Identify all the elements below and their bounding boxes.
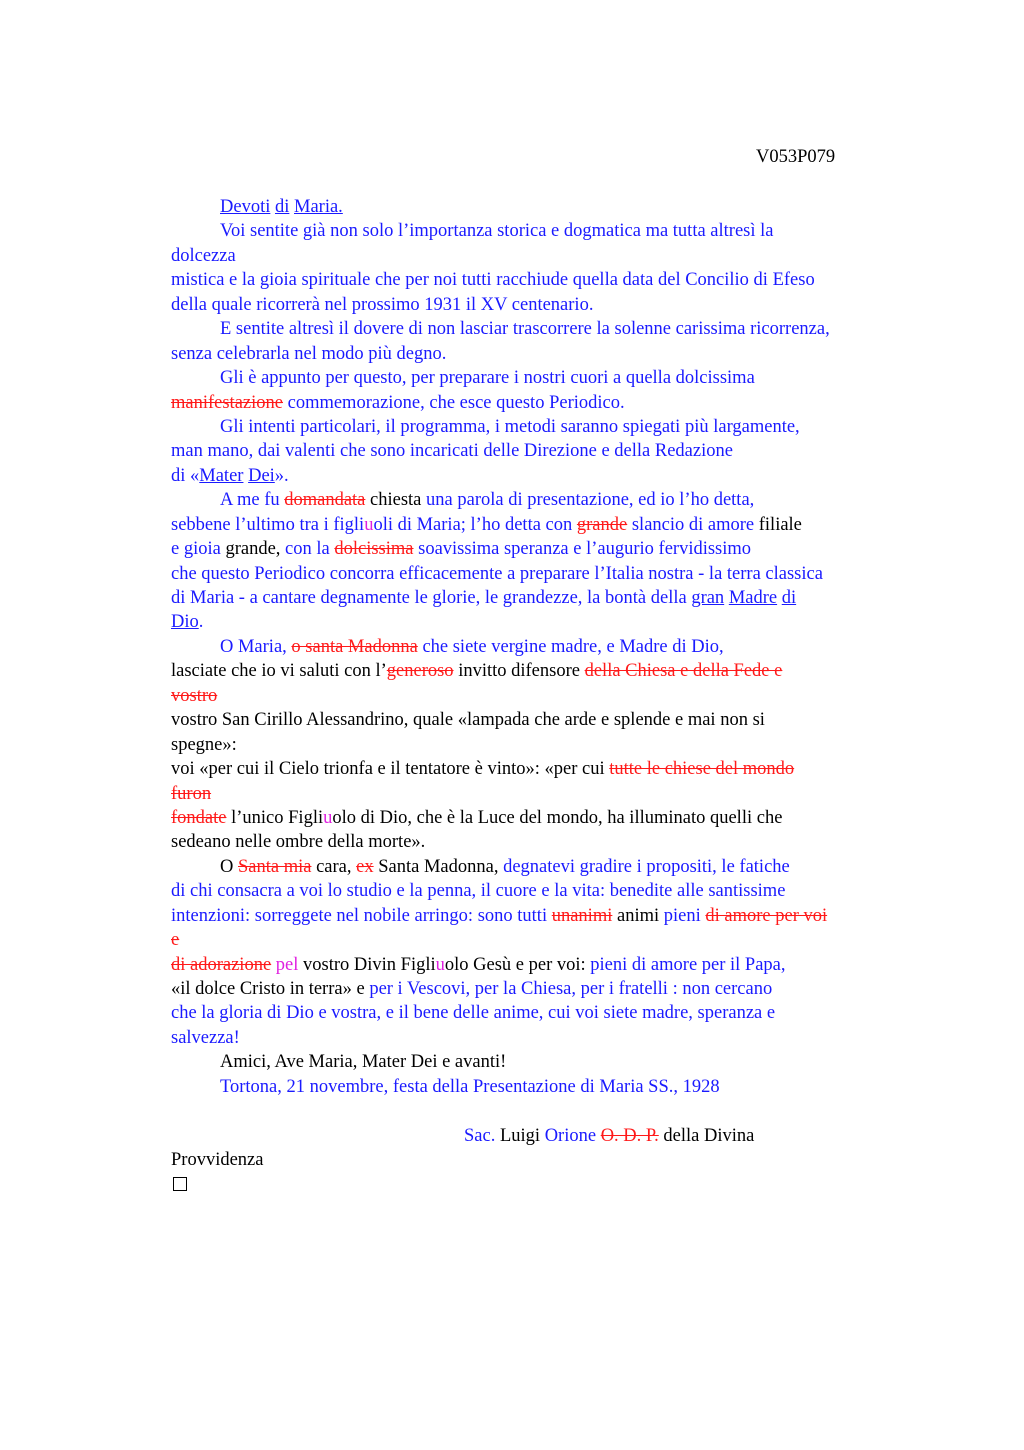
deleted-text: domandata [284,490,366,511]
deleted-text: di amore per voi [705,905,828,926]
p3-line: Gli è appunto per questo, per preparare i nostri cuori a quella dolcissima [220,368,755,389]
deleted-text: tutte le chiese del mondo [609,759,795,780]
p7-line: di adorazione pel vostro Divin Figliuolo Gesù e per voi: pieni di amore per il Papa, [171,954,786,975]
end-marker [171,1173,911,1197]
p6-line: spegne»: [171,734,237,755]
deleted-text: Santa mia [238,856,312,877]
p6-line [171,684,911,708]
p6-line: fondate l’unico Figliuolo di Dio, che è la Luce del mondo, ha illuminato quelli che [171,807,783,828]
p1-line: Voi sentite già non solo l’importanza storica e dogmatica ma tutta altresì la [220,221,774,242]
p4-line: man mano, dai valenti che sono incaricati delle Direzione e della Redazione [171,441,733,462]
deleted-text: fondate [171,807,227,828]
deleted-text: generoso [386,661,454,682]
deleted-text: furon [171,783,212,804]
p1-line: dolcezza [171,245,236,266]
p6-line [171,782,911,806]
deleted-text: della Chiesa e della Fede e [584,661,783,682]
deleted-text: ex [356,856,374,877]
p7-line: che la gloria di Dio e vostra, e il bene delle anime, cui voi siete madre, speranza e [171,1003,776,1024]
p3-line: manifestazione commemorazione, che esce questo Periodico. [171,392,625,413]
checkbox-square-icon [173,1177,187,1191]
p1-line: mistica e la gioia spirituale che per noi tutti racchiude quella data del Concilio di Efeso [171,270,815,291]
deleted-text: dolcissima [334,539,414,560]
p5-line: sebbene l’ultimo tra i figliuoli di Maria; l’ho detta con grande slancio di amore filiale [171,514,802,535]
p5-line: A me fu domandata chiesta una parola di presentazione, ed io l’ho detta, [220,490,755,511]
signature-line-2: Provvidenza [171,1150,264,1171]
p5-line: Dio. [171,612,204,633]
p6-line: sedeano nelle ombre della morte». [171,832,426,853]
p4-line: di «Mater Dei». [171,465,289,486]
p1-line: della quale ricorrerà nel prossimo 1931 il XV centenario. [171,294,594,315]
deleted-text: di adorazione [171,954,272,975]
place-date: Tortona, 21 novembre, festa della Presentazione di Maria SS., 1928 [220,1076,720,1097]
deleted-text: O. D. P. [600,1125,659,1146]
spacer [171,1099,911,1123]
deleted-text: grande [576,514,628,535]
p7-line: salvezza! [171,1027,240,1048]
deleted-text: o santa Madonna [291,636,418,657]
page-id: V053P079 [756,147,836,167]
p7-line: di chi consacra a voi lo studio e la penna, il cuore e la vita: benedite alle santissime [171,881,786,902]
p7-line: «il dolce Cristo in terra» e per i Vescovi, per la Chiesa, per i fratelli : non cercano [171,979,773,999]
p5-line: che questo Periodico concorra efficacemente a preparare l’Italia nostra - la terra classica [171,563,823,584]
p6-line: voi «per cui il Cielo trionfa e il tentatore è vinto»: «per cui tutte le chiese del mondo [171,759,795,780]
p6-line: O Maria, o santa Madonna che siete vergine madre, e Madre di Dio, [220,636,724,657]
p6-line: vostro San Cirillo Alessandrino, quale «lampada che arde e splende e mai non si [171,710,765,731]
deleted-text: manifestazione [171,392,283,413]
p2-line: senza celebrarla nel modo più degno. [171,343,447,364]
deleted-text: e [171,930,180,951]
p7-line: O Santa mia cara, ex Santa Madonna, degnatevi gradire i propositi, le fatiche [220,856,790,877]
p7-line [171,928,911,952]
heading: Devoti di Maria. [220,197,343,217]
p5-line: e gioia grande, con la dolcissima soavissima speranza e l’augurio fervidissimo [171,539,752,560]
p5-line: di Maria - a cantare degnamente le glorie, le grandezze, la bontà della gran Madre di [171,588,797,608]
p4-line: Gli intenti particolari, il programma, i metodi saranno spiegati più largamente, [220,416,800,437]
signature: Sac. Luigi Orione O. D. P. della Divina [464,1125,755,1146]
deleted-text: vostro [171,685,218,706]
p2-line: E sentite altresì il dovere di non lasciar trascorrere la solenne carissima ricorrenza, [220,319,830,340]
p7-line: intenzioni: sorreggete nel nobile arringo: sono tutti unanimi animi pieni di amore per voi [171,905,828,926]
deleted-text: unanimi [551,905,613,926]
p6-line: lasciate che io vi saluti con l’generoso invitto difensore della Chiesa e della Fede e [171,661,783,682]
closing: Amici, Ave Maria, Mater Dei e avanti! [220,1052,507,1073]
letter-body [171,195,911,1197]
